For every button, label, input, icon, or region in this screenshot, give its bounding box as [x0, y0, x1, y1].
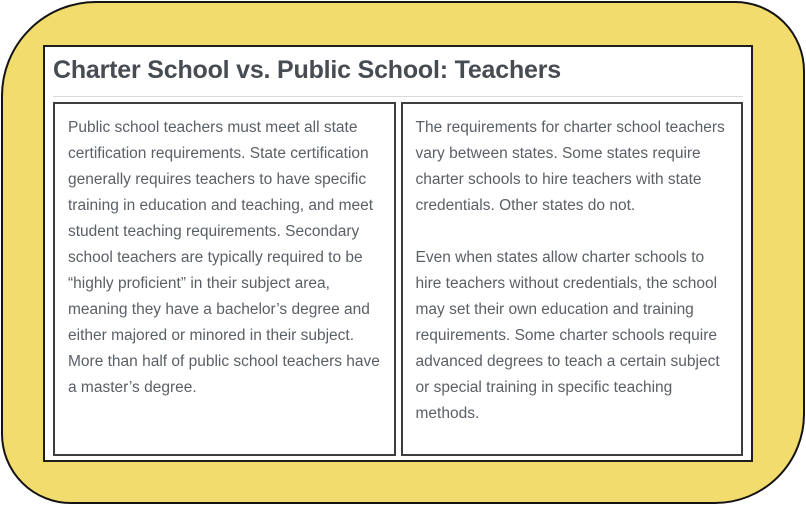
charter-school-column [401, 102, 744, 456]
comparison-columns [53, 102, 743, 456]
charter-school-paragraph-2: Even when states allow charter schools to hire teachers without credentials, the school may set their own education and training requirements. Some charter schools require advanced degrees to teach a certain subject or special training in specific teaching methods. [415, 248, 720, 422]
public-school-paragraph: Public school teachers must meet all state certification requirements. State certification generally requires teachers to have specific training in education and teaching, and meet student teaching requirements. Secondary school teachers are typically required to be “highly proficient” in their subject area, meaning they have a bachelor’s degree and either majored or minored in their subject. More than half of public school teachers have a master’s degree. [68, 118, 380, 396]
public-school-column [53, 102, 396, 456]
poster-background [1, 1, 805, 504]
charter-school-paragraph-1: The requirements for charter school teachers vary between states. Some states require charter schools to hire teachers with state credentials. Other states do not. [415, 118, 725, 214]
comparison-card [43, 45, 753, 462]
page-title: Charter School vs. Public School: Teachers [53, 47, 743, 97]
